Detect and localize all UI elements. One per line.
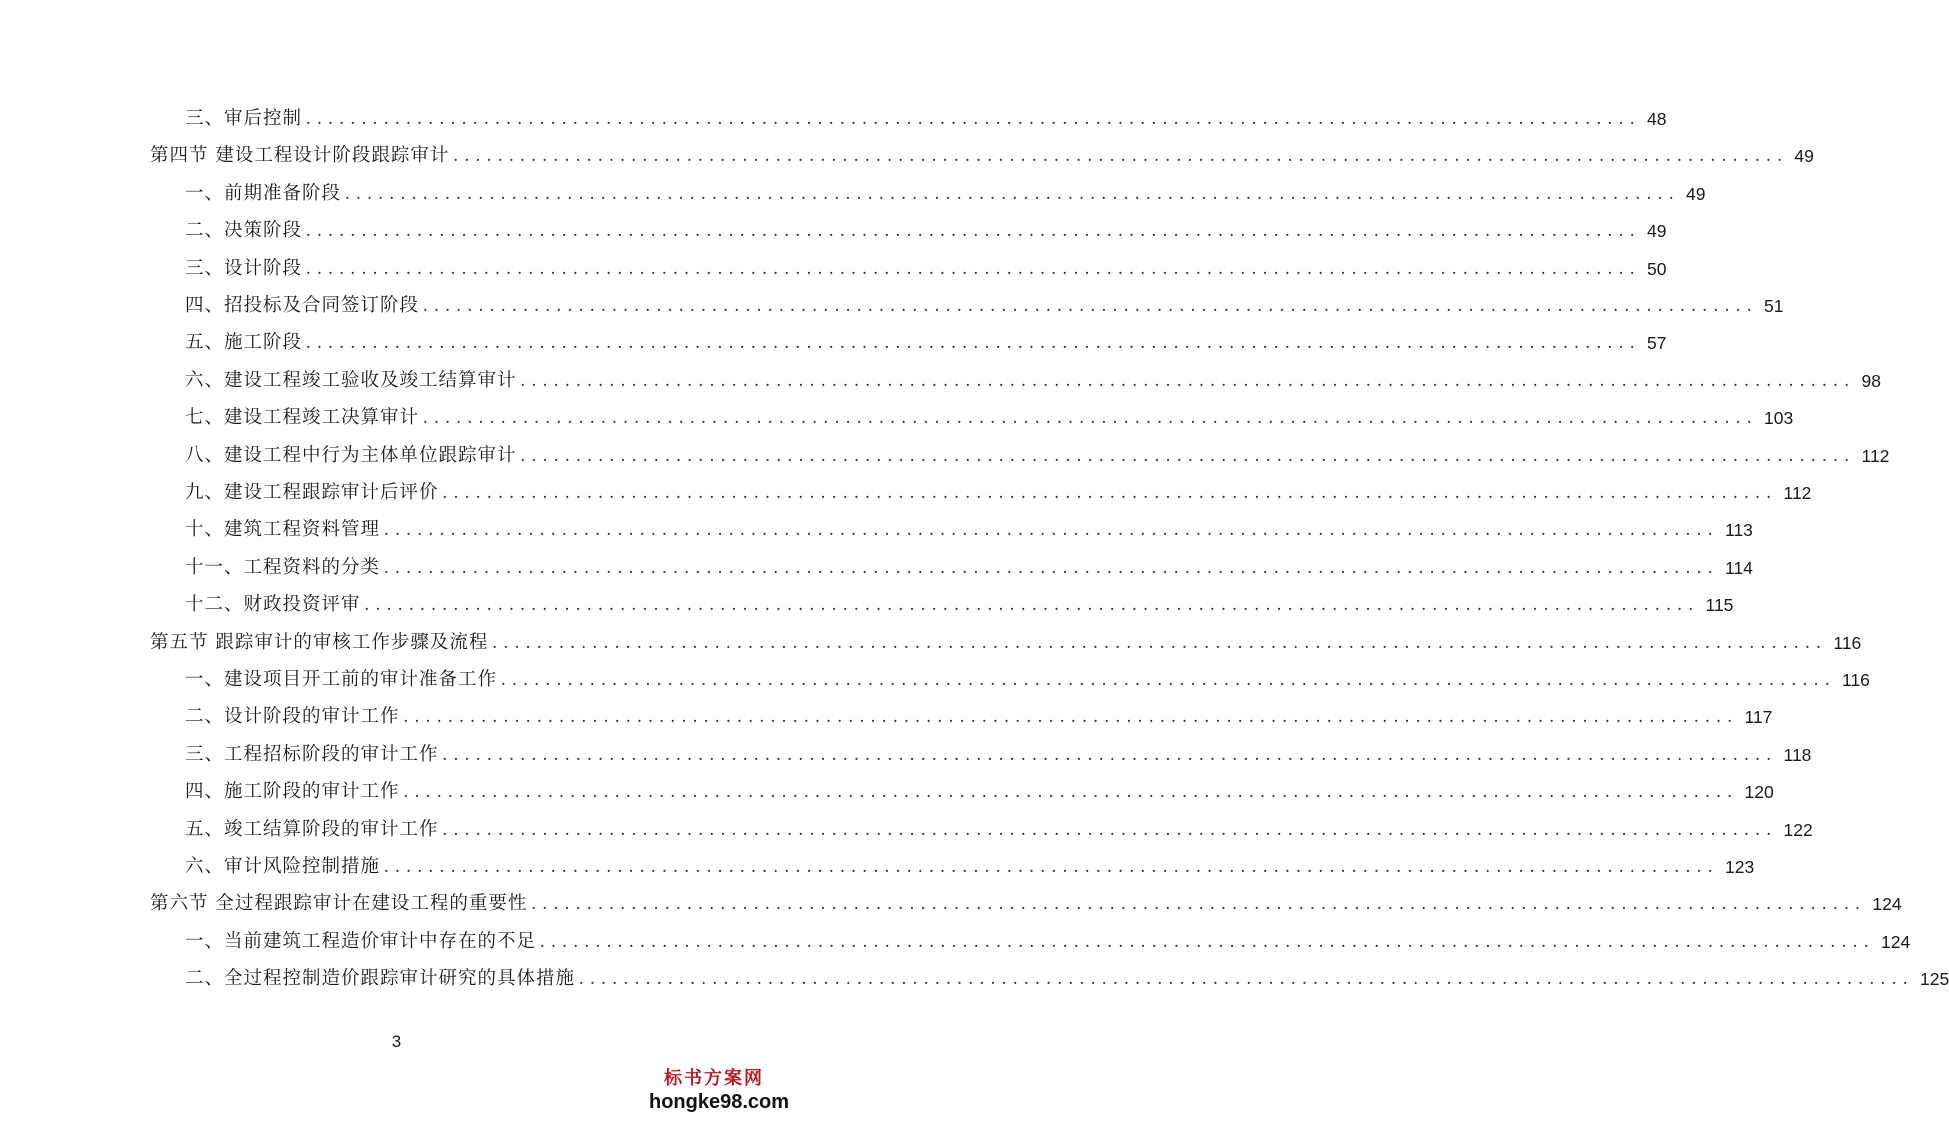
toc-entry-page: 123 (1725, 857, 1755, 877)
toc-entry-label: 二、全过程控制造价跟踪审计研究的具体措施 (185, 968, 576, 990)
toc-dot-leader: ........................................................................................................................ (442, 819, 1778, 840)
toc-entry[interactable] (185, 592, 1734, 618)
toc-entry-page: 48 (1647, 109, 1667, 129)
toc-dot-leader: ........................................................................................................................ (442, 744, 1778, 765)
toc-entry-label: 一、建设项目开工前的审计准备工作 (185, 669, 498, 690)
toc-entry-page: 112 (1783, 483, 1812, 503)
toc-entry-label: 三、设计阶段 (185, 257, 303, 279)
toc-entry-label: 五、竣工结算阶段的审计工作 (185, 818, 439, 840)
toc-entry[interactable] (185, 256, 1667, 282)
toc-dot-leader: ........................................................................................................................ (306, 109, 1642, 129)
toc-entry[interactable] (185, 368, 1881, 394)
site-watermark (649, 1068, 790, 1114)
toc-entry-label: 一、当前建筑工程造价审计中存在的不足 (185, 930, 537, 952)
toc-dot-leader: ........................................................................................................................ (442, 483, 1778, 503)
toc-entry[interactable] (185, 704, 1773, 730)
toc-entry-label: 十一、工程资料的分类 (185, 556, 381, 578)
toc-entry-label: 五、施工阶段 (185, 332, 303, 354)
toc-entry-page: 115 (1705, 595, 1734, 616)
toc-dot-leader: ........................................................................................................................ (501, 670, 1837, 690)
toc-entry[interactable] (185, 555, 1753, 581)
toc-dot-leader: ........................................................................................................................ (520, 445, 1856, 466)
toc-entry[interactable] (185, 181, 1706, 207)
toc-entry-page: 120 (1744, 782, 1774, 803)
toc-dot-leader: ........................................................................................................................ (345, 183, 1681, 204)
toc-entry[interactable] (185, 106, 1667, 132)
toc-entry-page: 117 (1744, 707, 1773, 728)
toc-entry-page: 125 (1920, 969, 1949, 990)
toc-entry[interactable] (185, 218, 1667, 244)
toc-dot-leader: ........................................................................................................................ (540, 931, 1876, 952)
toc-entry-label: 三、审后控制 (185, 108, 303, 129)
toc-entry-page: 51 (1764, 296, 1784, 316)
toc-entry-label: 四、施工阶段的审计工作 (185, 781, 400, 803)
toc-entry-label: 四、招投标及合同签订阶段 (185, 295, 420, 316)
toc-dot-leader: ........................................................................................................................ (384, 857, 1720, 877)
toc-dot-leader: ........................................................................................................................ (384, 520, 1720, 541)
toc-entry[interactable] (185, 742, 1812, 768)
toc-entry-page: 122 (1783, 819, 1813, 840)
toc-entry-label: 六、审计风险控制措施 (185, 856, 381, 877)
toc-entry[interactable] (150, 630, 1862, 656)
toc-dot-leader: ........................................................................................................................ (492, 632, 1828, 653)
watermark-url: hongke98.com (649, 1091, 790, 1113)
toc-entry-label: 二、决策阶段 (185, 220, 303, 242)
toc-entry-page: 49 (1794, 146, 1814, 167)
toc-entry-label: 八、建设工程中行为主体单位跟踪审计 (185, 444, 517, 466)
toc-entry[interactable] (185, 817, 1813, 843)
toc-entry[interactable] (185, 443, 1890, 469)
toc-entry-page: 124 (1872, 894, 1902, 915)
toc-dot-leader: ........................................................................................................................ (423, 408, 1759, 429)
toc-entry-page: 124 (1881, 931, 1911, 952)
toc-entry-page: 98 (1861, 370, 1881, 391)
toc-entry[interactable] (185, 330, 1667, 356)
toc-dot-leader: ........................................................................................................................ (306, 333, 1642, 354)
toc-entry[interactable] (150, 891, 1902, 917)
toc-entry[interactable] (185, 854, 1755, 880)
toc-entry[interactable] (185, 480, 1812, 506)
toc-entry-label: 十、建筑工程资料管理 (185, 519, 381, 541)
toc-entry-page: 118 (1783, 744, 1812, 765)
toc-entry[interactable] (185, 667, 1870, 693)
toc-entry-label: 一、前期准备阶段 (185, 182, 342, 204)
toc-dot-leader: ........................................................................................................................ (384, 557, 1720, 578)
toc-entry-label: 十二、财政投资评审 (185, 594, 361, 616)
toc-dot-leader: ........................................................................................................................ (520, 370, 1856, 391)
toc-entry[interactable] (185, 966, 1949, 992)
toc-entry[interactable] (185, 293, 1784, 319)
toc-entry-label: 三、工程招标阶段的审计工作 (185, 743, 439, 765)
toc-entry-label: 七、建设工程竣工决算审计 (185, 407, 420, 429)
toc-entry[interactable] (185, 517, 1753, 543)
toc-dot-leader: ........................................................................................................................ (531, 894, 1867, 915)
toc-entry-page: 49 (1686, 183, 1706, 204)
toc-entry-page: 116 (1833, 632, 1862, 653)
toc-entry-label: 第四节 建设工程设计阶段跟踪审计 (150, 145, 450, 167)
toc-entry-label: 第五节 跟踪审计的审核工作步骤及流程 (150, 631, 489, 653)
toc-dot-leader: ........................................................................................................................ (306, 258, 1642, 279)
toc-dot-leader: ........................................................................................................................ (423, 296, 1759, 316)
toc-entry-page: 49 (1647, 221, 1667, 242)
toc-entry-page: 57 (1647, 333, 1667, 354)
toc-entry[interactable] (150, 143, 1814, 169)
toc-dot-leader: ........................................................................................................................ (364, 595, 1700, 616)
toc-entry[interactable] (185, 929, 1911, 955)
toc-entry-page: 114 (1725, 557, 1753, 578)
toc-entry-page: 50 (1647, 258, 1667, 279)
page-number: 3 (391, 1032, 402, 1051)
toc-entry-label: 第六节 全过程跟踪审计在建设工程的重要性 (150, 893, 528, 915)
toc-dot-leader: ........................................................................................................................ (306, 221, 1642, 242)
toc-entry-page: 103 (1764, 408, 1794, 429)
watermark-name: 标书方案网 (664, 1068, 764, 1089)
toc-entry-page: 116 (1842, 670, 1870, 690)
toc-dot-leader: ........................................................................................................................ (403, 782, 1739, 803)
toc-dot-leader: ........................................................................................................................ (579, 969, 1915, 990)
toc-entry-page: 112 (1861, 445, 1890, 466)
toc-entry-label: 六、建设工程竣工验收及竣工结算审计 (185, 369, 517, 391)
toc-dot-leader: ........................................................................................................................ (453, 146, 1789, 167)
toc-entry[interactable] (185, 779, 1774, 805)
toc-entry-page: 113 (1725, 520, 1753, 541)
toc-dot-leader: ........................................................................................................................ (403, 707, 1739, 728)
toc-entry[interactable] (185, 405, 1794, 431)
toc-entry-label: 九、建设工程跟踪审计后评价 (185, 482, 439, 503)
toc-entry-label: 二、设计阶段的审计工作 (185, 706, 400, 728)
